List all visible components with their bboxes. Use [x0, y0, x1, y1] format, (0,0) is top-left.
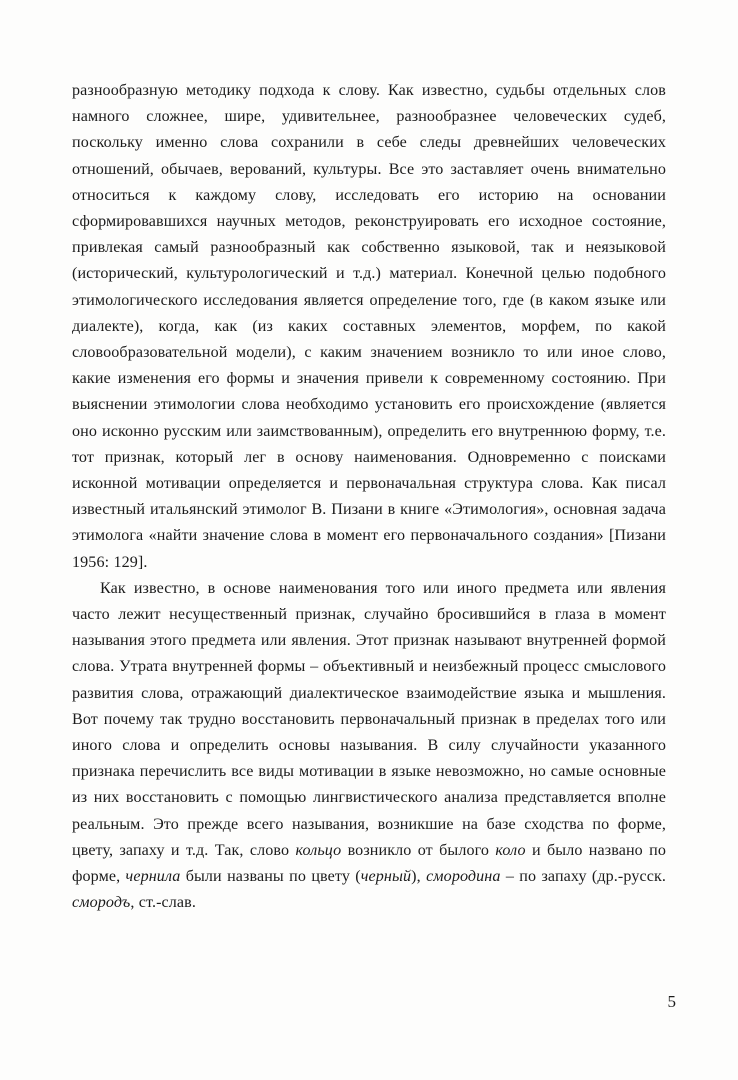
- body-text-column: [72, 78, 666, 917]
- emphasis-term: смородъ: [72, 894, 131, 912]
- text-run: , ст.-слав.: [130, 894, 196, 912]
- text-run: – по запаху (др.-русск.: [500, 868, 667, 886]
- emphasis-term: коло: [495, 841, 526, 859]
- emphasis-term: черный: [360, 868, 412, 886]
- paragraph-1: [72, 78, 666, 576]
- text-run: разнообразную методику подхода к слову. Как известно, судьбы отдельных слов намного сложнее, шире, удивительнее, разнообразнее человеческих судеб, поскольку именно слова сохранили в себе следы древнейших человеческих отношений, обычаев, верований, культуры. Все это заставляет очень внимательно относиться к каждому слову, исследовать его историю на основании сформировавшихся научных методов, реконструировать его исходное состояние, привлекая самый разнообразный как собственно языковой, так и неязыковой (исторический, культурологический и т.д.) материал. Конечной целью подобного этимологического исследования является определение того, где (в каком языке или диалекте), когда, как (из каких составных элементов, морфем, по какой словообразовательной модели), с каким значением возникло то или иное слово, какие изменения его формы и значения привели к современному состоянию. При выяснении этимологии слова необходимо установить его происхождение (является оно исконно русским или заимствованным), определить его внутреннюю форму, т.е. тот признак, который лег в основу наименования. Одновременно с поисками исконной мотивации определяется и первоначальная структура слова. Как писал известный итальянский этимолог В. Пизани в книге «Этимология», основная задача этимолога «найти значение слова в момент его первоначального создания» [Пизани 1956: 129].: [72, 82, 666, 571]
- text-run: и было названо по форме,: [72, 841, 666, 886]
- emphasis-term: смородина: [426, 868, 501, 886]
- text-run: возникло от былого: [341, 841, 496, 859]
- paragraph-2: [72, 576, 666, 917]
- emphasis-term: кольцо: [295, 841, 342, 859]
- text-run: Как известно, в основе наименования того или иного предмета или явления часто лежит несущественный признак, случайно бросившийся в глаза в момент называния этого предмета или явления. Этот признак называют внутренней формой слова. Утрата внутренней формы – объективный и неизбежный процесс смыслового развития слова, отражающий диалектическое взаимодействие языка и мышления. Вот почему так трудно восстановить первоначальный признак в пределах того или иного слова и определить основы называния. В силу случайности указанного признака перечислить все виды мотивации в языке невозможно, но самые основные из них восстановить с помощью лингвистического анализа представляется вполне реальным. Это прежде всего называния, возникшие на базе сходства по форме, цвету, запаху и т.д. Так, слово: [72, 579, 666, 859]
- emphasis-term: чернила: [125, 868, 181, 886]
- page-number: 5: [667, 992, 676, 1011]
- text-run: ),: [411, 868, 427, 886]
- text-run: были названы по цвету (: [180, 868, 361, 886]
